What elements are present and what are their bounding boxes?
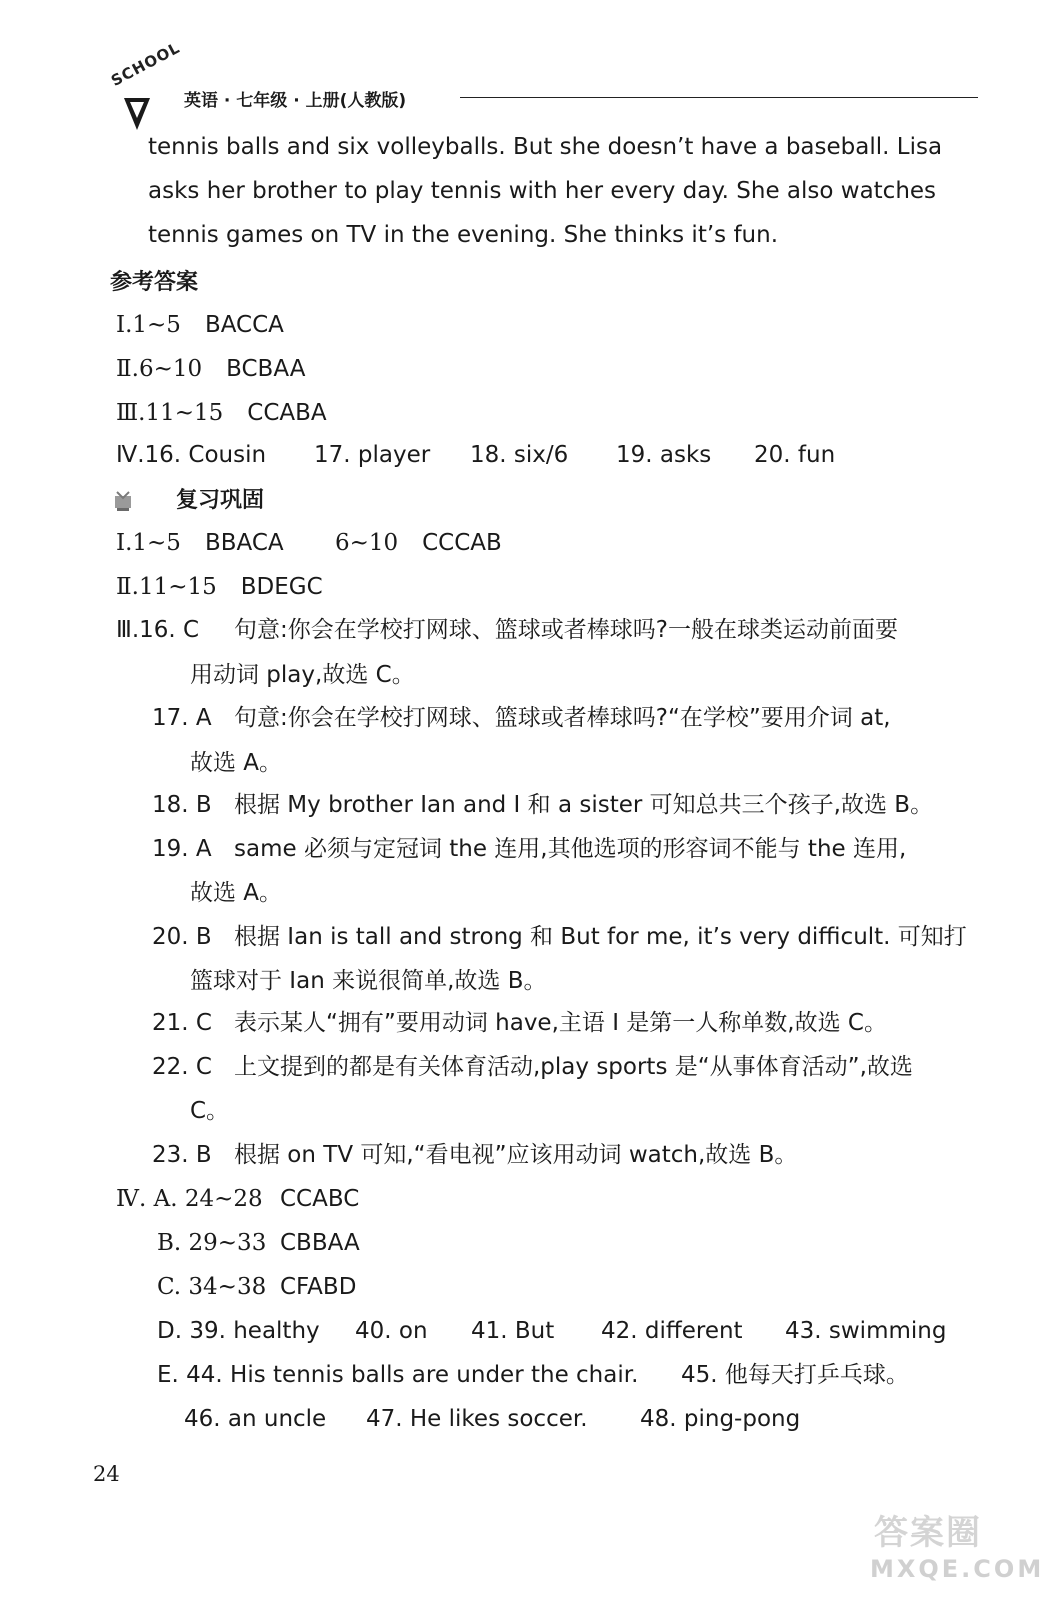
question-number: 19. A xyxy=(152,836,212,862)
explanation-text: same 必须与定冠词 the 连用,其他选项的形容词不能与 the 连用, xyxy=(234,836,907,862)
answer-label: Ⅲ.11~15 xyxy=(116,400,224,426)
explanation-text: 表示某人“拥有”要用动词 have,主语 I 是第一人称单数,故选 C。 xyxy=(234,1010,887,1036)
answer-item: 18. six/6 xyxy=(470,442,569,468)
part-iv-b xyxy=(157,1228,360,1258)
answer-item: 48. ping-pong xyxy=(640,1406,801,1432)
explanation-17 xyxy=(152,703,891,733)
answer-item: 43. swimming xyxy=(785,1318,947,1344)
school-logo xyxy=(100,38,184,136)
answer-item: E. 44. His tennis balls are under the chair. xyxy=(157,1362,639,1388)
watermark-text-top: 答案圈 xyxy=(874,1513,982,1553)
question-number: 18. B xyxy=(152,792,212,818)
part-iv-c xyxy=(157,1272,356,1302)
part-iv-e-2 xyxy=(184,1404,800,1434)
question-number: 22. C xyxy=(152,1054,212,1080)
answer-item: 41. But xyxy=(471,1318,555,1344)
passage-line-3: tennis games on TV in the evening. She thinks it’s fun. xyxy=(148,222,779,248)
answer-label: Ⅰ.1~5 xyxy=(116,530,181,556)
explanation-21 xyxy=(152,1008,887,1038)
answer-row-4 xyxy=(116,440,835,470)
answer-value: CFABD xyxy=(280,1274,357,1300)
answer-label: C. 34~38 xyxy=(157,1274,267,1300)
answer-value: CCCAB xyxy=(422,530,502,556)
explanation-text: 句意:你会在学校打网球、篮球或者棒球吗?一般在球类运动前面要 xyxy=(234,617,898,643)
answer-label: Ⅰ.1~5 xyxy=(116,312,181,338)
explanation-20 xyxy=(152,922,967,952)
answer-row-3 xyxy=(116,398,327,428)
book-title: 英语 · 七年级 · 上册(人教版) xyxy=(184,91,407,111)
explanation-text: 篮球对于 Ian 来说很简单,故选 B。 xyxy=(190,968,547,994)
question-number: Ⅲ.16. C xyxy=(116,617,200,643)
review-section-icon xyxy=(113,490,133,512)
answer-label: Ⅱ.11~15 xyxy=(116,574,217,600)
answer-label: B. 29~33 xyxy=(157,1230,267,1256)
watermark-text-bottom: MXQE.COM xyxy=(870,1555,1045,1583)
explanation-23 xyxy=(152,1140,797,1170)
question-number: 21. C xyxy=(152,1010,212,1036)
answer-item: 47. He likes soccer. xyxy=(366,1406,588,1432)
site-watermark xyxy=(870,1505,1045,1595)
answers-heading: 参考答案 xyxy=(110,270,199,295)
answer-label: Ⅳ. A. 24~28 xyxy=(116,1186,263,1212)
school-logo-text: SCHOOL xyxy=(108,38,184,90)
answer-value: BCBAA xyxy=(226,356,306,382)
explanation-text: 上文提到的都是有关体育活动,play sports 是“从事体育活动”,故选 xyxy=(234,1054,913,1080)
answer-row-1 xyxy=(116,310,284,340)
passage-line-1: tennis balls and six volleyballs. But she doesn’t have a baseball. Lisa xyxy=(148,134,943,160)
answer-value: CCABA xyxy=(247,400,327,426)
explanation-text: C。 xyxy=(190,1098,230,1124)
review-heading: 复习巩固 xyxy=(176,488,265,513)
answer-label: Ⅱ.6~10 xyxy=(116,356,203,382)
explanation-16 xyxy=(116,615,898,645)
review-row-1 xyxy=(116,528,502,558)
answer-item: 20. fun xyxy=(754,442,836,468)
explanation-text: 根据 Ian is tall and strong 和 But for me, it’s very difficult. 可知打 xyxy=(234,924,967,950)
explanation-18 xyxy=(152,790,933,820)
question-number: 17. A xyxy=(152,705,212,731)
page-number: 24 xyxy=(93,1462,120,1486)
part-iv-d xyxy=(157,1316,946,1346)
page-header xyxy=(100,38,980,136)
explanation-text: 根据 My brother Ian and I 和 a sister 可知总共三个孩子,故选 B。 xyxy=(234,792,934,818)
explanation-text: 用动词 play,故选 C。 xyxy=(190,662,415,688)
explanation-text: 故选 A。 xyxy=(190,750,283,776)
answer-item: Ⅳ.16. Cousin xyxy=(116,442,267,468)
review-row-2 xyxy=(116,572,323,602)
answer-value: CBBAA xyxy=(280,1230,360,1256)
answer-value: BDEGC xyxy=(240,574,323,600)
answer-value: CCABC xyxy=(280,1186,360,1212)
explanation-text: 根据 on TV 可知,“看电视”应该用动词 watch,故选 B。 xyxy=(234,1142,798,1168)
answer-item: 42. different xyxy=(601,1318,743,1344)
explanation-text: 故选 A。 xyxy=(190,880,283,906)
answer-row-2 xyxy=(116,354,305,384)
answer-value: BBACA xyxy=(204,530,284,556)
answer-item: 46. an uncle xyxy=(184,1406,327,1432)
passage-line-2: asks her brother to play tennis with her every day. She also watches xyxy=(148,178,937,204)
answer-item: 17. player xyxy=(314,442,431,468)
answer-item: 45. 他每天打乒乓球。 xyxy=(681,1362,909,1388)
answer-item: 40. on xyxy=(355,1318,428,1344)
explanation-19 xyxy=(152,834,906,864)
answer-item: D. 39. healthy xyxy=(157,1318,320,1344)
location-pin-icon xyxy=(122,96,152,132)
explanation-22 xyxy=(152,1052,913,1082)
question-number: 20. B xyxy=(152,924,212,950)
part-iv-e xyxy=(157,1360,909,1390)
answer-item: 19. asks xyxy=(616,442,712,468)
part-iv-a xyxy=(116,1184,359,1214)
answer-label: 6~10 xyxy=(334,530,399,556)
explanation-text: 句意:你会在学校打网球、篮球或者棒球吗?“在学校”要用介词 at, xyxy=(234,705,891,731)
question-number: 23. B xyxy=(152,1142,212,1168)
answer-value: BACCA xyxy=(204,312,284,338)
header-rule xyxy=(460,97,978,98)
